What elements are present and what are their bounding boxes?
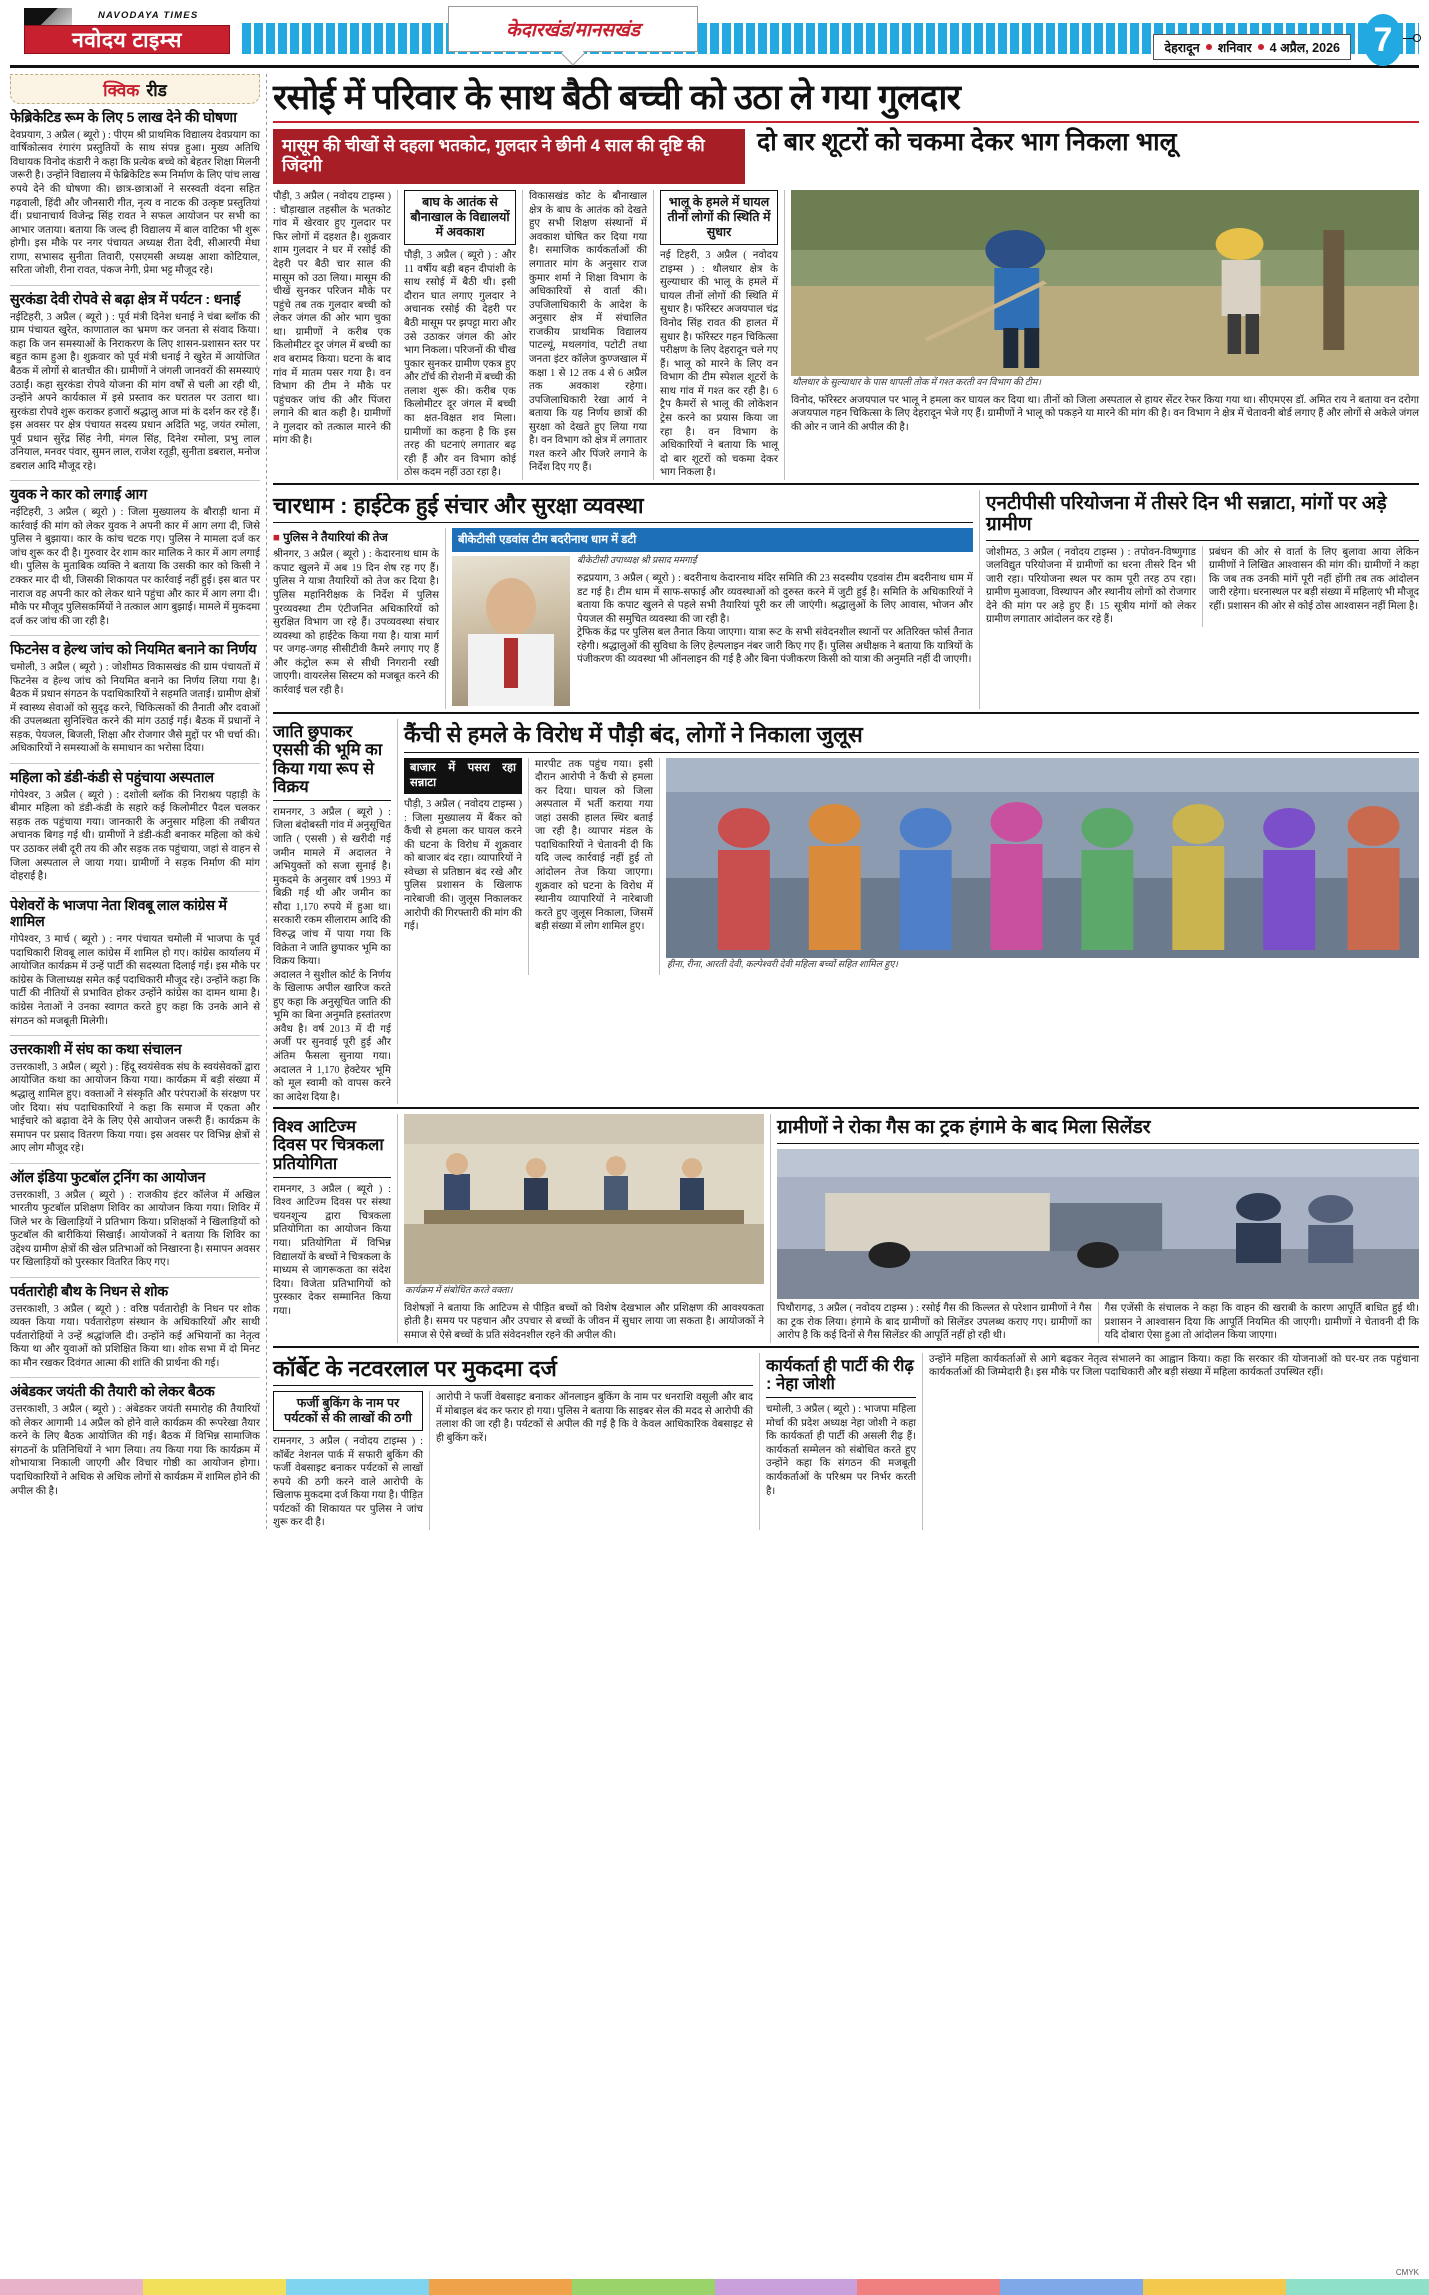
dateline-city: देहरादून [1164,40,1200,55]
brief-body: देवप्रयाग, 3 अप्रैल ( ब्यूरो ) : पीएम श्री प्राथमिक विद्यालय देवप्रयाग का वार्षिकोत्सव रंगारंग प्रस्तुतियों के साथ संपन्न हुआ। मुख्य अतिथि विधायक विनोद कंडारी ने कहा कि प्रत्येक बच्चे को बेहतर शिक्षा मिलनी जरूरी है। उन्होंने विद्यालय में फेब्रिकेटिड रूम निर्माण के लिए पांच लाख रुपये देने की घोषणा की। छात्र-छात्राओं ने सरस्वती वंदना सहित गढ़वाली, हिंदी और जौनसारी गीत, नृत्य व नाटक की उत्कृष्ट प्रस्तुतियां दीं। प्रधानाचार्य विजेन्द्र सिंह रावत ने सफल आयोजन पर सभी का आभार जताया। बताया कि जल्द ही विद्यालय में बाल वाटिका भी शुरू होगी। इस मौके पर नगर पंचायत अध्यक्ष रीता देवी, सीआरपी मेधा राणा, सभासद सुनीता तिवारी, एसएमसी अध्यक्ष आशा कोटियाल, सरिता जोशी, रीना रावत, पंकज नेगी, प्रेमा भट्ट मौजूद रहे। [10,129,260,277]
photo-illustration [666,758,1419,958]
divider [10,285,260,286]
brief-item[interactable] [10,770,260,884]
caste-col-2: अदालत ने सुशील कोर्ट के निर्णय के खिलाफ अपील खारिज करते हुए कहा कि अनुसूचित जाति की भूमि का बिना अनुमति हस्तांतरण अवैध है। वर्ष 2013 में दी गई अर्जी पर सुनवाई पूरी हुई और अंतिम फैसला सुनाया गया। अदालत ने 1,170 हेक्टेयर भूमि को मूल स्वामी को वापस करने का आदेश दिया है। [273,969,391,1103]
chardham-col-1-text: श्रीनगर, 3 अप्रैल ( ब्यूरो ) : केदारनाथ धाम के कपाट खुलने में अब 19 दिन शेष रह गए हैं। पुलिस ने यात्रा तैयारियों को तेज कर दिया है। पुलिस महानिरीक्षक के निर्देश में पुलिस पुरव्यवस्था टीम एंटीजनित अधिकारियों को सुरक्षित विभाग जा रहे हैं। उपव्यवस्था संचार व्यवस्था को हाईटेक किया गया है। यात्रा मार्ग पर जगह-जगह सीसीटीवी कैमरे लगाए गए हैं और कंट्रोल रूम से सीधी निगरानी रखी जाएगी। वायरलेस सिस्टम को मजबूत करने की कार्रवाई चल रही है। [273,549,439,696]
kainchi-col-1 [404,758,522,976]
lead-box-head: बाघ के आतंक से बौनाखाल के विद्यालयों में अवकाश [404,190,516,245]
brief-body: उत्तरकाशी, 3 अप्रैल ( ब्यूरो ) : राजकीय इंटर कॉलेज में अखिल भारतीय फुटबॉल प्रशिक्षण शिविर का आयोजन किया गया। शिविर में जिले भर के खिलाड़ियों ने प्रतिभाग किया। प्रशिक्षकों ने खिलाड़ियों को फुटबॉल की बारीकियां सिखाईं। आयोजकों ने बताया कि शिविर का उद्देश्य ग्रामीण क्षेत्रों की खेल प्रतिभाओं को निखारना है। समापन अवसर पर खिलाड़ियों को पुरस्कार वितरित किए गए। [10,1189,260,1269]
brief-item[interactable] [10,487,260,628]
column-divider [397,719,398,1104]
color-swatch [715,2279,858,2295]
page-grid [10,74,1419,1530]
corbett-col-1 [273,1391,423,1530]
column-divider [653,190,654,480]
ntpc-story[interactable] [986,490,1419,710]
caste-kainchi-row [273,719,1419,1104]
caste-story[interactable] [273,719,391,1104]
color-calibration-strip [0,2279,1429,2295]
chardham-bullet [273,531,439,545]
column-divider [397,1114,398,1343]
quick-read-label-1: क्विक [103,80,140,100]
main-content [273,74,1419,1530]
brief-body: चमोली, 3 अप्रैल ( ब्यूरो ) : जोशीमठ विकासखंड की ग्राम पंचायतों में फिटनेस व हेल्थ जांच को नियमित बनाने का निर्णय लिया गया है। बैठक में प्रधान संगठन के पदाधिकारियों ने सहमति जताई। ग्रामीण क्षेत्रों में स्वास्थ्य सेवाओं को सुदृढ़ करने, चिकित्सकों की तैनाती और दवाओं की उपलब्धता सुनिश्चित करने की मांग उठाई गई। बैठक में प्रधानों ने सड़क, पेयजल, बिजली, शिक्षा और रोजगार जैसे मुद्दों पर भी चर्चा की। अधिकारियों ने समस्याओं के समाधान का भरोसा दिया। [10,662,260,755]
logo-hindi-name: नवोदय टाइम्स [24,25,230,54]
ntpc-col-2: प्रबंधन की ओर से वार्ता के लिए बुलावा आया लेकिन ग्रामीणों ने लिखित आश्वासन की मांग की। ग्रामीणों ने कहा कि जब तक उनकी मांगें पूरी नहीं होंगी तब तक आंदोलन जारी रहेगा। धरनास्थल पर बड़ी संख्या में महिलाएं भी मौजूद रहीं। प्रशासन की ओर से कोई ठोस आश्वासन नहीं मिला है। [1209,546,1419,612]
autism-photo-caption: कार्यक्रम में संबोधित करते वक्ता। [405,1286,513,1297]
neha-story[interactable] [766,1353,916,1530]
corbett-story[interactable] [273,1353,753,1530]
bktc-blue-box: बीकेटीसी एडवांस टीम बदरीनाथ धाम में डटी [452,528,973,552]
page-body [0,68,1429,1530]
edition-tab-label: केदारखंड/मानसखंड [506,20,640,41]
brief-headline: युवक ने कार को लगाई आग [10,487,147,504]
divider [273,800,391,801]
color-swatch [1286,2279,1429,2295]
column-divider [266,74,267,1530]
bear-patrol-caption: थौलधार के सुल्याधार के पास थापली तोक में गश्त करती वन विभाग की टीम। [792,378,1041,389]
divider [10,763,260,764]
ntpc-col-1: जोशीमठ, 3 अप्रैल ( नवोदय टाइम्स ) : तपोवन-विष्णुगाड जलविद्युत परियोजना में ग्रामीणों का धरना तीसरे दिन भी जारी रहा। परियोजना स्थल पर काम पूरी तरह ठप रहा। ग्रामीण मुआवजा, विस्थापन और स्थानीय लोगों को रोजगार देने की मांग पर अड़े हुए हैं। 15 सूत्रीय मांगों को लेकर ग्रामीण लगातार आंदोलन कर रहे हैं। [986,546,1196,626]
brief-body: उत्तरकाशी, 3 अप्रैल ( ब्यूरो ) : हिंदू स्वयंसेवक संघ के स्वयंसेवकों द्वारा आयोजित कथा का आयोजन किया गया। कार्यक्रम में बड़ी संख्या में श्रद्धालु शामिल हुए। वक्ताओं ने संस्कृति और परंपराओं के संरक्षण पर जोर दिया। संघ पदाधिकारियों ने कहा कि समाज में एकता और भाईचारे को बढ़ावा देने के लिए ऐसे आयोजन जरूरी हैं। कार्यक्रम के समापन पर प्रसाद वितरण किया गया। इस अवसर पर विभिन्न क्षेत्रों से आए लोग मौजूद रहे। [10,1061,260,1155]
dot-separator-icon [1206,44,1212,50]
brief-item[interactable] [10,642,260,756]
chardham-col-2-text: रुद्रप्रयाग, 3 अप्रैल ( ब्यूरो ) : बदरीनाथ केदारनाथ मंदिर समिति की 23 सदस्यीय एडवांस टीम बदरीनाथ धाम में डट गई है। टीम धाम में साफ-सफाई और व्यवस्थाओं को दुरुस्त करने में जुटी हुई है। समिति के अधिकारियों ने बताया कि कपाट खुलने से पहले सभी तैयारियां पूरी कर ली जाएंगी। श्रद्धालुओं के लिए आवास, भोजन और पेयजल की समुचित व्यवस्था की जा रही है। [577,572,973,625]
lead-col-1 [273,190,391,480]
gas-story[interactable] [777,1114,1419,1343]
autism-col-2: विशेषज्ञों ने बताया कि आटिज्म से पीड़ित बच्चों को विशेष देखभाल और प्रशिक्षण की आवश्यकता होती है। समय पर पहचान और उपचार से बच्चों के जीवन में सुधार लाया जा सकता है। आयोजकों ने समाज से ऐसे बच्चों के प्रति संवेदनशील रहने की अपील की। [404,1302,764,1342]
protest-crowd-caption: हीना, रीना, आरती देवी, कल्पेश्वरी देवी महिला बच्चों सहित शामिल हुए। [667,959,898,970]
column-divider [445,528,446,709]
portrait-tie [504,638,518,688]
autism-classroom-photo [404,1114,764,1284]
brief-headline: महिला को डंडी-कंडी से पहुंचाया अस्पताल [10,769,214,786]
gas-truck-photo [777,1149,1419,1299]
color-swatch [143,2279,286,2295]
divider [10,1277,260,1278]
brief-headline: पेशेवरों के भाजपा नेता शिवबू लाल कांग्रेस में शामिल [10,897,227,931]
column-divider [770,1114,771,1343]
neha-col-1: चमोली, 3 अप्रैल ( ब्यूरो ) : भाजपा महिला मोर्चा की प्रदेश अध्यक्ष नेहा जोशी ने कहा कि कार्यकर्ता ही पार्टी की असली रीढ़ हैं। कार्यकर्ता सम्मेलन को संबोधित करते हुए उन्होंने कहा कि संगठन की मजबूती कार्यकर्ताओं के परिश्रम पर निर्भर करती है। [766,1404,916,1497]
column-divider [429,1391,430,1530]
quick-read-header [10,74,260,104]
brief-body: गोपेश्वर, 3 मार्च ( ब्यूरो ) : नगर पंचायत चमोली में भाजपा के पूर्व पदाधिकारी शिवबू लाल कांग्रेस में शामिल हो गए। कांग्रेस कार्यालय में आयोजित कार्यक्रम में उन्हें पार्टी की सदस्यता दिलाई गई। इस मौके पर कांग्रेस के जिलाध्यक्ष समेत कई पदाधिकारी मौजूद रहे। उन्होंने कहा कि पार्टी की नीतियों से प्रभावित होकर उन्होंने कांग्रेस का दामन थामा है। कांग्रेस नेताओं ने उनका स्वागत करते हुए कहा कि उनके आने से संगठन को मजबूती मिलेगी। [10,934,260,1027]
section-rule [273,1346,1419,1348]
corbett-col-2: आरोपी ने फर्जी वेबसाइट बनाकर ऑनलाइन बुकिंग के नाम पर धनराशि वसूली और बाद में मोबाइल बंद कर फरार हो गया। पुलिस ने बताया कि साइबर सेल की मदद से आरोपी की तलाश की जा रही है। पर्यटकों से अपील की गई है कि वे केवल आधिकारिक वेबसाइट से ही बुकिंग करें। [436,1392,753,1444]
brief-body: उत्तरकाशी, 3 अप्रैल ( ब्यूरो ) : वरिष्ठ पर्वतारोही के निधन पर शोक व्यक्त किया गया। पर्वतारोहण संस्थान के अधिकारियों और साथी पर्वतारोहियों ने उन्हें श्रद्धांजलि दी। उन्होंने कई अभियानों का नेतृत्व किया था और युवाओं को प्रशिक्षित किया था। शोक सभा में दो मिनट का मौन रखकर दिवंगत आत्मा की शांति की प्रार्थना की गई। [10,1303,260,1369]
column-divider [784,190,785,480]
caste-col-1: रामनगर, 3 अप्रैल ( ब्यूरो ) : जिला बंदोबस्ती गांव में अनुसूचित जाति ( एससी ) से खरीदी गई जमीन मामले में अदालत ने अभियुक्तों को सजा सुनाई है। मुकदमे के अनुसार वर्ष 1993 में बिक्री गई थी और जमीन का सौदा 1,170 रुपये में हुआ था। सरकारी रकम सीलाराम आदि की विरुद्ध जांच में पाया गया कि विक्रेता ने जाति छुपाकर भूमि का विक्रय किया। [273,806,391,968]
lead-col-2-text: पौड़ी, 3 अप्रैल ( ब्यूरो ) : और 11 वर्षीय बड़ी बहन दीपांशी के साथ रसोई में बैठी थी। इसी दौरान घात लगाए गुलदार ने अचानक रसोई की देहरी पर बैठी मासूम पर झपट्टा मारा और उसे उठाकर जंगल की ओर भाग निकला। परिजनों की चीख पुकार सुनकर ग्रामीण एकत्र हुए और टॉर्च की रोशनी में बच्ची की तलाश शुरू की। करीब एक किलोमीटर दूर जंगल में बच्ची का क्षत-विक्षत शव मिला। ग्रामीणों का कहना है कि इस तरह की घटनाएं लगातार बढ़ रही हैं और वन विभाग कोई ठोस कदम नहीं उठा रहा है। [404,250,516,479]
lead-col-3-text: विकासखंड कोट के बौनाखाल क्षेत्र के बाघ के आतंक को देखते हुए सभी शिक्षण संस्थानों में अवकाश घोषित कर दिया गया है। समाजिक कार्यकर्ताओं की लगातार मांग के अनुसार राज कुमार शर्मा ने शिक्षा विभाग के अधिकारियों से वार्ता की। उपजिलाधिकारी के आदेश के अनुसार क्षेत्र में संचालित राजकीय प्राथमिक विद्यालय पाटल्यूं, मथलगांव, पटोटी तथा जनता इंटर कॉलेज कुण्जखाल में कक्षा 1 से 12 तक 4 से 6 अप्रैल तक अवकाश रहेगा। उपजिलाधिकारी रेखा आर्य ने बताया कि यह निर्णय छात्रों की सुरक्षा को देखते हुए लिया गया है। वन विभाग को क्षेत्र में लगातार गश्त करने और पिंजरे लगाने के निर्देश दिए गए हैं। [529,191,647,474]
brief-headline: पर्वतारोही बौथ के निधन से शोक [10,1283,168,1300]
autism-col-1: रामनगर, 3 अप्रैल ( ब्यूरो ) : विश्व आटिज्म दिवस पर संस्था चयनशून्य द्वारा चित्रकला प्रतियोगिता का आयोजन किया गया। प्रतियोगिता में विभिन्न विद्यालयों के बच्चों ने चित्रकला के माध्यम से जागरूकता का संदेश दिया। विजेता प्रतिभागियों को पुरस्कार देकर सम्मानित किया गया। [273,1183,391,1317]
photo-illustration [791,190,1419,376]
brief-item[interactable] [10,1284,260,1371]
portrait-face [486,578,536,636]
brief-headline: अंबेडकर जयंती की तैयारी को लेकर बैठक [10,1384,215,1401]
chardham-col-1 [273,528,439,709]
divider [404,752,1419,753]
divider [10,635,260,636]
bear-patrol-photo [791,190,1419,376]
corbett-gas-row [273,1114,1419,1343]
divider [10,1377,260,1378]
ntpc-headline: एनटीपीसी परियोजना में तीसरे दिन भी सन्नाटा, मांगों पर अड़े ग्रामीण [986,492,1387,535]
lead-col-4 [660,190,778,480]
column-divider [528,758,529,976]
color-swatch [572,2279,715,2295]
gas-headline: ग्रामीणों ने रोका गैस का ट्रक हंगामे के बाद मिला सिलेंडर [777,1117,1151,1139]
color-swatch [286,2279,429,2295]
lead-col-2 [404,190,516,480]
caste-headline: जाति छुपाकर एससी की भूमि का किया गया रूप से विक्रय [273,723,383,796]
chardham-headline: चारधाम : हाईटेक हुई संचार और सुरक्षा व्यवस्था [273,492,644,518]
divider [777,1143,1419,1144]
color-swatch [857,2279,1000,2295]
chardham-story[interactable] [273,490,973,710]
divider [10,480,260,481]
section-rule [273,712,1419,714]
gas-col-1: पिथौरागढ़, 3 अप्रैल ( नवोदय टाइम्स ) : रसोई गैस की किल्लत से परेशान ग्रामीणों ने गैस का ट्रक रोक लिया। हंगामे के बाद ग्रामीणों को सिलेंडर उपलब्ध कराए गए। ग्रामीणों का आरोप है कि कई दिनों से गैस सिलेंडर की आपूर्ति नहीं हो रही थी। [777,1303,1092,1342]
dateline-day: शनिवार [1217,40,1252,55]
brief-item[interactable] [10,1384,260,1498]
portrait-caption: बीकेटीसी उपाध्यक्ष श्री प्रसाद ममगाईं [577,556,697,567]
brief-body: गोपेश्वर, 3 अप्रैल ( ब्यूरो ) : दशोली ब्लॉक की निराश्रय पहाड़ी के बीमार महिला को डंडी-कंडी के सहारे कई किलोमीटर पैदल चलकर सड़क तक पहुंचाया गया। जानकारी के अनुसार महिला की तबीयत अचानक बिगड़ गई थी। ग्रामीणों ने डंडी-कंडी बनाकर महिला को कंधे पर उठाकर लंबी दूरी तय की और सड़क तक पहुंचाया, जहां से वाहन से जिला अस्पताल ले जाया गया। ग्रामीणों ने सड़क निर्माण की मांग दोहराई है। [10,789,260,883]
column-divider [522,190,523,480]
divider [766,1397,916,1398]
section-rule [273,1107,1419,1109]
lead-photo-block [791,190,1419,480]
bktc-vice-chairman-portrait [452,556,570,706]
column-divider [659,758,660,976]
column-divider [979,490,980,710]
quick-read-label-2: रीड [146,80,167,100]
brief-item[interactable] [10,898,260,1028]
divider [273,1177,391,1178]
color-swatch [1143,2279,1286,2295]
chardham-col-3-text: ट्रेफिक केंद्र पर पुलिस बल तैनात किया जाएगा। यात्रा रूट के सभी संवेदनशील स्थानों पर अतिरिक्त फोर्स तैनात रहेगी। श्रद्धालुओं की सुविधा के लिए हेल्पलाइन नंबर जारी किए गए हैं। पुलिस अधीक्षक ने बताया कि यात्रियों के पंजीकरण की व्यवस्था भी ऑनलाइन की गई है और बिना पंजीकरण किसी को यात्रा की अनुमति नहीं दी जाएगी। [577,627,973,666]
corbett-neha-row [273,1353,1419,1530]
masthead [0,0,1429,62]
pin-circle-icon [1413,34,1421,42]
lead-col-5-text: विनोद, फॉरेस्टर अजयपाल पर भालू ने हमला कर घायल कर दिया था। तीनों को जिला अस्पताल से हायर सेंटर रेफर किया गया था। सीएमएस डॉ. अमित राय ने बताया वन दरोगा अजयपाल गहन चिकित्सा के लिए देहरादून भेजे गए हैं। ग्रामीणों ने भालू को पकड़ने या मारने की मांग की है। वन विभाग ने क्षेत्र में चेतावनी बोर्ड लगाए हैं और लोगों से अकेले जंगल की ओर न जाने की अपील की है। [791,394,1419,433]
brief-item[interactable] [10,292,260,474]
neha-col-2: उन्होंने महिला कार्यकर्ताओं से आगे बढ़कर नेतृत्व संभालने का आह्वान किया। कहा कि सरकार की योजनाओं को घर-घर तक पहुंचाना कार्यकर्ताओं की जिम्मेदारी है। इस मौके पर जिला पदाधिकारी और बड़ी संख्या में महिला कार्यकर्ता उपस्थित रहीं। [929,1353,1419,1379]
kainchi-col-1-text: पौड़ी, 3 अप्रैल ( नवोदय टाइम्स ) : जिला मुख्यालय में बैंकर को कैंची से हमला कर घायल करने की घटना के विरोध में शुक्रवार को बाजार बंद रहा। व्यापारियों ने स्वेच्छा से प्रतिष्ठान बंद रखे और पुलिस प्रशासन के खिलाफ नारेबाजी की। जुलूस निकालकर आरोपी की गिरफ्तारी की मांग की गई। [404,799,522,933]
brief-headline: सुरकंडा देवी रोपवे से बढ़ा क्षेत्र में पर्यटन : धनाई [10,291,241,308]
lead-columns [273,190,1419,480]
second-headline: दो बार शूटरों को चकमा देकर भाग निकला भालू [757,127,1177,156]
registration-mark-label: CMYK [1395,2268,1419,2277]
photo-illustration [404,1114,764,1284]
autism-headline: विश्व आटिज्म दिवस पर चित्रकला प्रतियोगिता [273,1118,384,1173]
lead-headline: रसोई में परिवार के साथ बैठी बच्ची को उठा ले गया गुलदार [273,78,961,117]
kainchi-story[interactable] [404,719,1419,1104]
bear-sub-head: भालू के हमले में घायल तीनों लोगों की स्थिति में सुधार [660,190,778,245]
edition-tab[interactable] [448,6,698,52]
brief-body: नईटिहरी, 3 अप्रैल ( ब्यूरो ) : जिला मुख्यालय के बौराड़ी थाना में कार्रवाई की मांग को लेकर युवक ने अपनी कार में आग लगा दी, जिसे पुलिस ने बुझाया। कार के कांच चटक गए। पुलिस ने मामला दर्ज कर जांच शुरू कर दी है। गुरुवार देर शाम कार मालिक ने कार में आग लगाई थी। पुलिस के मुताबिक व्यक्ति ने बताया कि उसकी कार को किसी ने टक्कर मार दी थी, जिसकी शिकायत पर कार्रवाई नहीं हुई। इस बात पर नाराज वह अपनी कार को लेकर थाने पहुंचा और कार में आग लगा दी। मौके पर मौजूद पुलिसकर्मियों ने तत्काल आग बुझाई। मामले में मुकदमा दर्ज कर जांच की जा रही है। [10,507,260,627]
color-swatch [1000,2279,1143,2295]
lead-red-rule [273,121,1419,123]
dateline-date: 4 अप्रैल, 2026 [1269,40,1340,55]
autism-story[interactable] [273,1114,391,1343]
divider [273,1385,753,1386]
divider [10,1163,260,1164]
kainchi-kicker: बाजार में पसरा रहा सन्नाटा [404,758,522,795]
lead-story[interactable] [273,80,1419,480]
divider [986,540,1419,541]
brief-headline: फिटनेस व हेल्थ जांच को नियमित बनाने का निर्णय [10,642,257,659]
column-divider [1098,1302,1099,1343]
column-divider [759,1353,760,1530]
color-swatch [0,2279,143,2295]
kainchi-col-2: मारपीट तक पहुंच गया। इसी दौरान आरोपी ने कैंची से हमला कर दिया। घायल को जिला अस्पताल में भर्ती कराया गया जहां उसकी हालत स्थिर बताई जा रही है। व्यापार मंडल के पदाधिकारियों ने चेतावनी दी कि यदि जल्द कार्रवाई नहीं हुई तो आंदोलन तेज किया जाएगा। शुक्रवार को घटना के विरोध में स्थानीय व्यापारियों ने नारेबाजी करते हुए जुलूस निकाला, जिसमें बड़ी संख्या में लोग शामिल हुए। [535,758,653,933]
column-divider [1202,546,1203,627]
lead-col-1-text: पौड़ी, 3 अप्रैल ( नवोदय टाइम्स ) : चौड़ाखाल तहसील के भतकोट गांव में खेरवार हुए गुलदार पर फिर लोगों में दहशत है। शुक्रवार शाम गुलदार ने घर में रसोई की देहरी पर बैठी चार साल की मासूम को उठा लिया। मासूम की चीखें सुनकर परिजन मौके पर पहुंचे तब तक गुलदार बच्ची को लेकर जंगल की ओर भाग चुका था। ग्रामीणों ने करीब एक किलोमीटर दूर जंगल में बच्ची का शव बरामद किया। घटना के बाद गांव में मातम पसर गया है। वन विभाग की टीम ने मौके पर पहुंचकर जांच की और पिंजरा लगाने की बात कही है। ग्रामीणों ने गुलदार को तत्काल मारने की मांग की है। [273,191,391,447]
color-swatch [429,2279,572,2295]
lead-col-4-text: नई टिहरी, 3 अप्रैल ( नवोदय टाइम्स ) : थौलधार क्षेत्र के सुल्याधार की भालू के हमले में घायल तीनों लोगों की स्थिति में सुधार है। फॉरेस्टर अजयपाल चंद्र विनोद सिंह रावत की हालत में सुधार है। फॉरेस्टर गहन चिकित्सा परीक्षण के लिए देहरादून चले गए हैं। भालू को मारने के लिए वन विभाग की टीम स्पेशल शूटरों के साथ गांव में गश्त कर रही है। 6 ट्रैप कैमरों से भालू की लोकेशन ट्रेस करने का प्रयास किया जा रहा है। वन विभाग के अधिकारियों ने बताया कि भालू दो बार शूटरों को चकमा देकर भाग निकला है। [660,250,778,479]
page-number-badge: 7 [1363,14,1403,66]
column-divider [397,190,398,480]
logo-english-name: NAVODAYA TIMES [98,10,199,21]
section-rule [273,483,1419,485]
brief-item[interactable] [10,110,260,278]
brief-headline: उत्तरकाशी में संघ का कथा संचालन [10,1042,182,1059]
kainchi-photo-block [666,758,1419,976]
brief-body: उत्तरकाशी, 3 अप्रैल ( ब्यूरो ) : अंबेडकर जयंती समारोह की तैयारियों को लेकर आगामी 14 अप्रैल को होने वाले कार्यक्रम की रूपरेखा तैयार करने के लिए बैठक आयोजित की गई। बैठक में विभिन्न सामाजिक संगठनों के प्रतिनिधियों ने भाग लिया। तय किया गया कि कार्यक्रम में शोभायात्रा निकाली जाएगी और विचार गोष्ठी का आयोजन होगा। पदाधिकारियों ने अधिक से अधिक लोगों से कार्यक्रम में शामिल होने की अपील की है। [10,1404,260,1497]
corbett-col-1-text: रामनगर, 3 अप्रैल ( नवोदय टाइम्स ) : कॉर्बेट नेशनल पार्क में सफारी बुकिंग की फर्जी वेबसाइट बनाकर पर्यटकों से लाखों रुपये की ठगी करने वाले आरोपी के खिलाफ मुकदमा दर्ज किया गया है। पीड़ित पर्यटकों की शिकायत पर पुलिस ने जांच शुरू कर दी है। [273,1436,423,1529]
divider [10,1035,260,1036]
brief-headline: ऑल इंडिया फुटबॉल ट्रनिंग का आयोजन [10,1169,206,1186]
newspaper-logo[interactable] [10,8,242,54]
lead-sub-banner: मासूम की चीखों से दहला भतकोट, गुलदार ने छीनी 4 साल की दृष्टि की जिंदगी [273,129,745,184]
autism-photo-story[interactable] [404,1114,764,1343]
corbett-headline: कॉर्बेट के नटवरलाल पर मुकदमा दर्ज [273,1355,557,1381]
gas-col-2: गैस एजेंसी के संचालक ने कहा कि वाहन की खराबी के कारण आपूर्ति बाधित हुई थी। प्रशासन ने आश्वासन दिया कि आपूर्ति नियमित की जाएगी। ग्रामीणों ने चेतावनी दी कि यदि दोबारा ऐसा हुआ तो आंदोलन किया जाएगा। [1104,1303,1419,1342]
divider [273,522,973,523]
divider [10,891,260,892]
quick-read-sidebar [10,74,260,1530]
chardham-ntpc-row [273,490,1419,710]
lead-col-3 [529,190,647,480]
kainchi-headline: कैंची से हमले के विरोध में पौड़ी बंद, लोगों ने निकाला जुलूस [404,722,863,748]
chardham-bullet-text: पुलिस ने तैयारियां की तेज [283,531,388,544]
lead-subhead-row [273,129,1419,184]
brief-item[interactable] [10,1042,260,1156]
chardham-col-2 [452,528,973,709]
brief-item[interactable] [10,1170,260,1270]
dot-separator-icon [1258,44,1264,50]
neha-headline: कार्यकर्ता ही पार्टी की रीढ़ : नेहा जोशी [766,1356,914,1393]
photo-illustration [777,1149,1419,1299]
dateline [1153,34,1351,60]
bullet-icon: ■ [273,531,280,544]
brief-headline: फेब्रिकेटिड रूम के लिए 5 लाख देने की घोषणा [10,110,237,126]
brief-body: नईटिहरी, 3 अप्रैल ( ब्यूरो ) : पूर्व मंत्री दिनेश धनाई ने चंबा ब्लॉक की ग्राम पंचायत खुरेत, काणाताल का भ्रमण कर जनता से संवाद किया। कहा कि जन समस्याओं के निराकरण के लिए शासन-प्रशासन स्तर पर बहुत काम हुआ है। शुक्रवार को पूर्व मंत्री धनाई ने खुरेत में आयोजित बैठक में लोगों से बातचीत की। ग्रामीणों ने जंगली जानवरों की समस्याएं उठाईं। कहा सुरकंडा रोपवे योजना की मांग वर्षों से चली आ रही थी, उन्होंने अपने कार्यकाल में इसे प्रस्ताव कर घरातल पर उतारा था। सुरकंडा रोपवे शुरू कराकर हजारों श्रद्धालु आज मां के दर्शन कर रहे हैं। इस अवसर पर क्षेत्र पंचायत सदस्य प्रधान अदिति भट्ट, जयंत रमोला, पूर्व प्रधान सुरेंद्र सिंह नेगी, मंगल सिंह, दिनेश रमोला, प्रभु लाल उनियाल, मनवर पंवार, सुमन लाल, राजेश रतूड़ी, सुनीता डबराल, मनोज डबराल आदि मौजूद रहे। [10,311,260,472]
column-divider [922,1353,923,1530]
protest-crowd-photo [666,758,1419,958]
corbett-box-head: फर्जी बुकिंग के नाम पर पर्यटकों से की लाखों की ठगी [273,1391,423,1431]
